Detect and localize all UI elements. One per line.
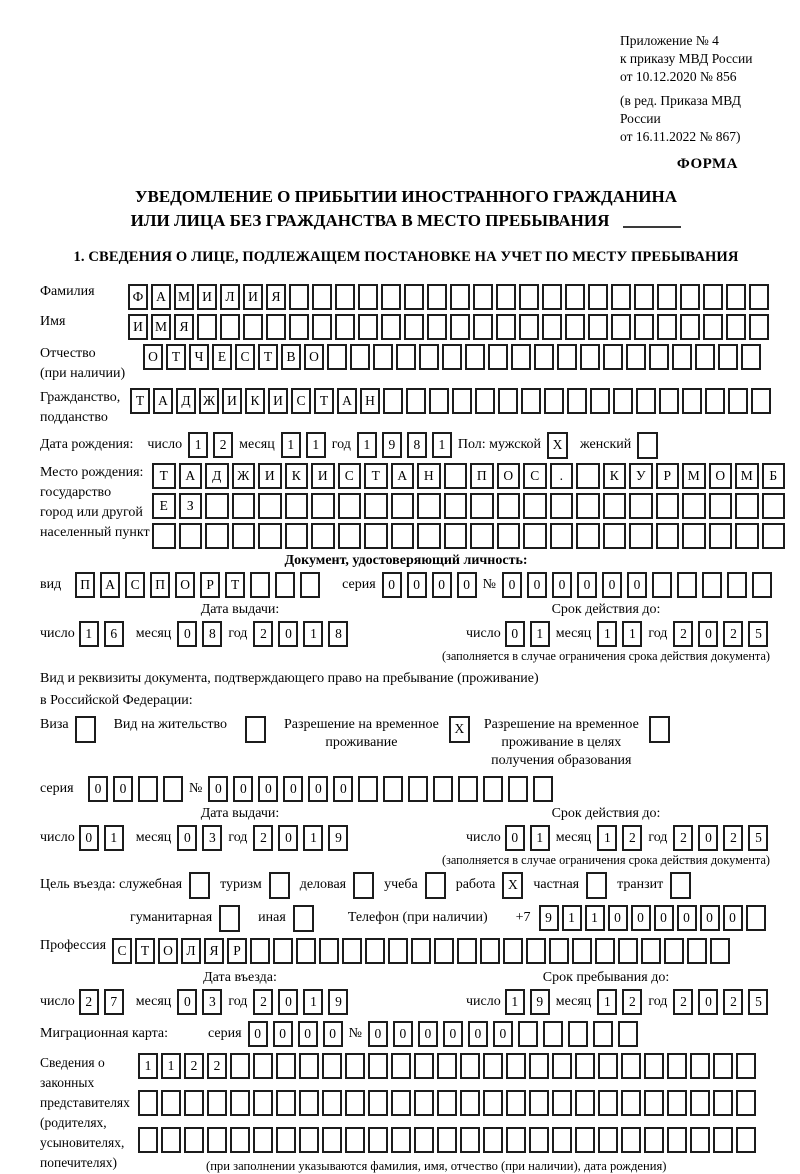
residence-doc-options <box>40 716 772 770</box>
residence-expiry-year-cells[interactable]: 2 0 2 5 <box>673 825 768 851</box>
entry-purpose-row1 <box>40 872 772 899</box>
identity-doc-row <box>40 572 772 598</box>
gender-female-label: женский <box>580 437 632 453</box>
patronymic-label: Отчество <box>40 345 96 361</box>
birth-date-row <box>40 432 772 459</box>
birth-place-label-city2: населенный пункт <box>40 524 150 540</box>
month-label: месяц <box>555 625 592 641</box>
day-label: число <box>40 829 75 845</box>
day-label: число <box>466 993 501 1009</box>
purpose-private-checkbox[interactable] <box>586 872 607 899</box>
month-label: месяц <box>135 993 172 1009</box>
identity-doc-number-label: № <box>482 576 496 592</box>
year-label: год <box>648 625 668 641</box>
identity-doc-kind-cells[interactable]: П А С П О Р Т <box>75 572 320 598</box>
temp-residence-label-line2: проживание <box>325 734 398 750</box>
temp-residence-edu-label-line3: получения образования <box>491 752 632 768</box>
series-label: серия <box>40 780 74 796</box>
purpose-study-label: учеба <box>384 877 418 893</box>
patronymic-cells[interactable]: О Т Ч Е С Т В О <box>143 344 761 370</box>
day-label: число <box>466 829 501 845</box>
identity-doc-dates <box>40 602 772 647</box>
identity-doc-series-label: серия <box>342 576 376 592</box>
profession-label: Профессия <box>40 937 107 953</box>
residence-doc-intro1: Вид и реквизиты документа, подтверждающего право на пребывание (проживание) <box>40 670 539 686</box>
birth-date-label: Дата рождения: <box>40 437 134 453</box>
stay-year-cells[interactable]: 2 0 2 5 <box>673 989 768 1015</box>
purpose-transit-label: транзит <box>617 877 664 893</box>
visa-checkbox[interactable] <box>75 716 96 743</box>
entry-month-cells[interactable]: 0 3 <box>177 989 222 1015</box>
birth-year-cells[interactable]: 1 9 8 1 <box>357 432 452 458</box>
birth-place-cells-row3[interactable] <box>152 523 785 549</box>
form-title-line1: УВЕДОМЛЕНИЕ О ПРИБЫТИИ ИНОСТРАННОГО ГРАЖДАНИНА <box>135 187 677 207</box>
residence-doc-series-row <box>40 776 772 802</box>
residence-doc-intro2: в Российской Федерации: <box>40 692 193 708</box>
patronymic-sublabel: (при наличии) <box>40 365 126 381</box>
representatives-label-line3: представителях <box>40 1094 130 1110</box>
representatives-cells-row1[interactable]: 1 1 2 2 <box>138 1053 756 1079</box>
purpose-business-checkbox[interactable] <box>189 872 210 899</box>
residence-series-cells[interactable]: 0 0 <box>88 776 183 802</box>
birth-place-cells-row1[interactable]: Т А Д Ж И К И С Т А Н П О С . К У Р М О М Б <box>152 463 785 489</box>
migration-series-cells[interactable]: 0 0 0 0 <box>248 1021 343 1047</box>
title-blank-line <box>623 226 681 228</box>
month-label: месяц <box>555 829 592 845</box>
form-title-line2: ИЛИ ЛИЦА БЕЗ ГРАЖДАНСТВА В МЕСТО ПРЕБЫВАНИЯ <box>40 209 772 233</box>
restriction-note: (заполняется в случае ограничения срока действия документа) <box>441 648 770 663</box>
residence-number-cells[interactable]: 0 0 0 0 0 0 <box>208 776 553 802</box>
entry-purpose-row2 <box>130 905 772 932</box>
stay-day-cells[interactable]: 1 9 <box>505 989 550 1015</box>
year-label: год <box>228 829 248 845</box>
day-label: число <box>466 625 501 641</box>
temp-residence-edu-label-line2: проживание в целях <box>501 734 622 750</box>
identity-doc-kind-label: вид <box>40 576 62 592</box>
representatives-label-line1: Сведения о <box>40 1054 105 1070</box>
temp-residence-label-line1: Разрешение на временное <box>283 716 439 732</box>
identity-issue-month-cells[interactable]: 0 8 <box>177 621 222 647</box>
migration-card-row <box>40 1021 772 1047</box>
purpose-humanitarian-checkbox[interactable] <box>219 905 240 932</box>
citizenship-label: Гражданство, <box>40 389 121 405</box>
month-label: месяц <box>555 993 592 1009</box>
birth-place-row <box>40 463 778 549</box>
residence-expiry-day-cells[interactable]: 0 1 <box>505 825 550 851</box>
purpose-work-label: работа <box>455 877 496 893</box>
migration-number-cells[interactable]: 0 0 0 0 0 0 <box>368 1021 638 1047</box>
entry-year-cells[interactable]: 2 0 1 9 <box>253 989 348 1015</box>
day-label: число <box>147 437 183 453</box>
appendix-line: к приказу МВД России <box>620 51 753 67</box>
representatives-label-line6: попечителях) <box>40 1154 117 1170</box>
year-label: год <box>648 829 668 845</box>
purpose-tourism-checkbox[interactable] <box>269 872 290 899</box>
option-temp-residence-education <box>484 716 670 770</box>
identity-issue-day-cells[interactable]: 1 6 <box>79 621 124 647</box>
valid-until-heading: Срок действия до: <box>551 601 661 617</box>
temp-residence-checkbox[interactable]: X <box>449 716 470 743</box>
gender-female-checkbox[interactable] <box>637 432 658 459</box>
phone-cells[interactable]: 9 1 1 0 0 0 0 0 0 <box>539 905 766 931</box>
year-label: год <box>331 437 351 453</box>
issue-date-heading: Дата выдачи: <box>200 601 280 617</box>
valid-until-heading: Срок действия до: <box>551 805 661 821</box>
residence-issue-day-cells[interactable]: 0 1 <box>79 825 124 851</box>
identity-expiry-month-cells[interactable]: 1 1 <box>597 621 642 647</box>
representatives-label-line5: усыновителях, <box>40 1134 125 1150</box>
representatives-note: (при заполнении указываются фамилия, имя, отчество (при наличии), дата рождения) <box>206 1158 667 1173</box>
representatives-row <box>40 1053 772 1174</box>
residence-issue-year-cells[interactable]: 2 0 1 9 <box>253 825 348 851</box>
birth-place-cells-row2[interactable]: Е З <box>152 493 785 519</box>
month-label: месяц <box>135 829 172 845</box>
year-label: год <box>648 993 668 1009</box>
purpose-commercial-checkbox[interactable] <box>353 872 374 899</box>
purpose-other-label: иная <box>258 910 286 926</box>
identity-doc-number-cells[interactable]: 0 0 0 0 0 0 <box>502 572 772 598</box>
year-label: год <box>228 993 248 1009</box>
day-label: число <box>40 993 75 1009</box>
purpose-study-checkbox[interactable] <box>425 872 446 899</box>
birth-place-label-city1: город или другой <box>40 504 143 520</box>
month-label: месяц <box>239 437 275 453</box>
appendix-line: Приложение № 4 <box>620 33 719 48</box>
representatives-cells-row2[interactable] <box>138 1090 756 1116</box>
identity-doc-heading: Документ, удостоверяющий личность: <box>284 552 528 568</box>
representatives-cells-row3[interactable] <box>138 1127 756 1153</box>
given-name-row <box>40 314 772 340</box>
entry-day-cells[interactable]: 2 7 <box>79 989 124 1015</box>
profession-cells[interactable]: С Т О Л Я Р <box>112 938 730 964</box>
identity-doc-series-cells[interactable]: 0 0 0 0 <box>382 572 477 598</box>
migration-card-label: Миграционная карта: <box>40 1025 169 1041</box>
restriction-note: (заполняется в случае ограничения срока действия документа) <box>441 852 770 867</box>
purpose-commercial-label: деловая <box>299 877 347 893</box>
revision-line: (в ред. Приказа МВД России <box>620 92 741 126</box>
citizenship-cells[interactable]: Т А Д Ж И К И С Т А Н <box>130 388 771 414</box>
birth-month-cells[interactable]: 1 1 <box>281 432 326 458</box>
identity-expiry-year-cells[interactable]: 2 0 2 5 <box>673 621 768 647</box>
temp-residence-edu-label-line1: Разрешение на временное <box>483 716 639 732</box>
purpose-humanitarian-label: гуманитарная <box>130 910 213 926</box>
phone-label: Телефон (при наличии) <box>347 910 488 926</box>
gender-male-checkbox[interactable]: X <box>547 432 568 459</box>
residence-doc-dates <box>40 806 772 851</box>
form-label: ФОРМА <box>676 156 738 173</box>
given-name-label: Имя <box>40 313 66 329</box>
identity-issue-year-cells[interactable]: 2 0 1 8 <box>253 621 348 647</box>
birth-day-cells[interactable]: 1 2 <box>188 432 233 458</box>
form-title <box>40 185 772 233</box>
number-label: № <box>348 1025 362 1041</box>
year-label: год <box>228 625 248 641</box>
residence-permit-label: Вид на жительство <box>113 716 227 732</box>
purpose-other-checkbox[interactable] <box>293 905 314 932</box>
appendix-line: от 10.12.2020 № 856 <box>620 69 737 85</box>
surname-label: Фамилия <box>40 283 95 299</box>
phone-prefix: +7 <box>515 910 531 926</box>
gender-male-label: Пол: мужской <box>457 437 542 453</box>
series-label: серия <box>208 1025 242 1041</box>
residence-issue-month-cells[interactable]: 0 3 <box>177 825 222 851</box>
birth-place-label-state: государство <box>40 484 112 500</box>
purpose-label: Цель въезда: служебная <box>40 877 183 893</box>
entry-date-heading: Дата въезда: <box>203 969 277 985</box>
purpose-work-checkbox[interactable]: X <box>502 872 523 899</box>
residence-permit-checkbox[interactable] <box>245 716 266 743</box>
stay-month-cells[interactable]: 1 2 <box>597 989 642 1015</box>
visa-label: Виза <box>40 716 69 732</box>
residence-expiry-month-cells[interactable]: 1 2 <box>597 825 642 851</box>
surname-row <box>40 284 772 310</box>
month-label: месяц <box>135 625 172 641</box>
option-visa <box>40 716 96 743</box>
citizenship-sublabel: подданство <box>40 409 108 425</box>
patronymic-row <box>40 344 772 384</box>
representatives-label-line2: законных <box>40 1074 95 1090</box>
day-label: число <box>40 625 75 641</box>
purpose-private-label: частная <box>533 877 580 893</box>
given-name-cells[interactable]: И М Я <box>128 314 769 340</box>
entry-dates <box>40 970 772 1015</box>
identity-expiry-day-cells[interactable]: 0 1 <box>505 621 550 647</box>
citizenship-row <box>40 388 772 428</box>
surname-cells[interactable]: Ф А М И Л И Я <box>128 284 769 310</box>
section1-heading: 1. СВЕДЕНИЯ О ЛИЦЕ, ПОДЛЕЖАЩЕМ ПОСТАНОВКЕ НА УЧЕТ ПО МЕСТУ ПРЕБЫВАНИЯ <box>73 248 739 265</box>
purpose-tourism-label: туризм <box>220 877 262 893</box>
stay-until-heading: Срок пребывания до: <box>542 969 670 985</box>
issue-date-heading: Дата выдачи: <box>200 805 280 821</box>
appendix-reference <box>620 32 772 146</box>
temp-residence-edu-checkbox[interactable] <box>649 716 670 743</box>
purpose-transit-checkbox[interactable] <box>670 872 691 899</box>
number-label: № <box>189 780 203 796</box>
representatives-label-line4: (родителях, <box>40 1114 107 1130</box>
revision-line: от 16.11.2022 № 867) <box>620 129 741 145</box>
profession-row <box>40 938 772 964</box>
option-temp-residence <box>284 716 470 752</box>
option-residence-permit <box>114 716 266 743</box>
birth-place-label: Место рождения: <box>40 464 144 480</box>
